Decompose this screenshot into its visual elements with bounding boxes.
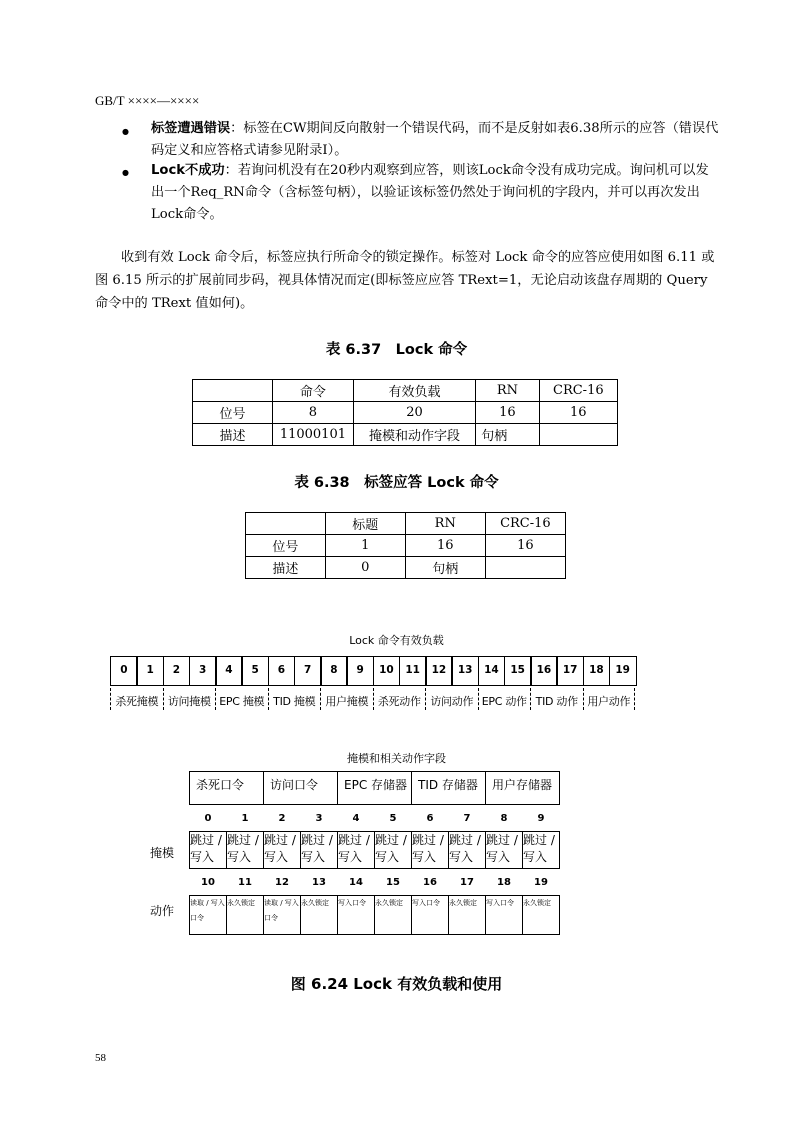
action-cell-row — [190, 896, 560, 935]
mask-bit-number: 7 — [463, 812, 471, 824]
mask-bit-number: 6 — [426, 812, 434, 824]
payload-segment-label: 访问动作 — [425, 688, 478, 710]
table-row — [193, 402, 618, 424]
mask-cell: 跳过 / 写入 — [375, 832, 412, 869]
payload-bit-cell: 11 — [399, 656, 427, 686]
mask-bit-number: 3 — [315, 812, 323, 824]
lock-command-table — [192, 379, 618, 446]
figure-caption: 图 6.24 Lock 有效负载和使用 — [290, 975, 503, 993]
mask-bit-number: 0 — [204, 812, 212, 824]
bullet-icon: ● — [122, 168, 129, 177]
table-cell: RN — [476, 380, 539, 402]
action-bit-number: 19 — [534, 876, 548, 888]
action-cell: 永久锁定 — [301, 896, 338, 935]
table-cell — [246, 513, 326, 535]
table-cell — [539, 424, 617, 446]
table-cell: 标题 — [325, 513, 405, 535]
action-bit-number: 18 — [497, 876, 511, 888]
mask-action-table — [189, 771, 560, 935]
payload-bit-cell: 9 — [346, 656, 374, 686]
action-cell: 写入口令 — [486, 896, 523, 935]
payload-segment-label: 杀死动作 — [373, 688, 426, 710]
action-cell: 读取 / 写入口令 — [264, 896, 301, 935]
mask-bit-number: 2 — [278, 812, 286, 824]
mask-row-label: 掩模 — [150, 846, 175, 860]
table-cell: RN — [405, 513, 485, 535]
table-cell: 8 — [273, 402, 354, 424]
payload-bit-cell: 16 — [530, 656, 558, 686]
action-cell: 读取 / 写入口令 — [190, 896, 227, 935]
payload-bit-cell: 17 — [556, 656, 584, 686]
table-cell: 11000101 — [273, 424, 354, 446]
bullet-1-colon: ： — [230, 121, 244, 136]
payload-bit-cell: 15 — [504, 656, 532, 686]
memory-group-header: EPC 存储器 — [338, 772, 412, 805]
action-bit-row — [190, 869, 560, 896]
table-cell: 16 — [539, 402, 617, 424]
bullet-icon: ● — [122, 127, 129, 136]
mask-cell: 跳过 / 写入 — [190, 832, 227, 869]
action-bit-number: 16 — [423, 876, 437, 888]
mask-bit-number: 5 — [389, 812, 397, 824]
table-cell: 描述 — [246, 557, 326, 579]
table-cell: CRC-16 — [539, 380, 617, 402]
action-row-label: 动作 — [150, 904, 175, 918]
payload-segment-label: EPC 掩模 — [215, 688, 268, 710]
mask-cell: 跳过 / 写入 — [523, 832, 560, 869]
mask-cell: 跳过 / 写入 — [449, 832, 486, 869]
action-cell: 永久锁定 — [375, 896, 412, 935]
mask-bit-row — [190, 805, 560, 832]
memory-group-header: 访问口令 — [264, 772, 338, 805]
body-paragraph: 收到有效 Lock 命令后，标签应执行所命令的锁定操作。标签对 Lock 命令的应答应使用如图 6.11 或图 6.15 所示的扩展前同步码，视具体情况而定(即标签应应答 TRext=1，无论启动该盘存周期的 Query 命令中的 TRext 值如何)。 — [95, 250, 715, 311]
table-row — [246, 557, 566, 579]
mask-bit-number: 1 — [241, 812, 249, 824]
table-cell: 16 — [485, 535, 565, 557]
payload-bit-cell: 13 — [451, 656, 479, 686]
payload-segment-label: TID 掩模 — [268, 688, 321, 710]
table-cell — [485, 557, 565, 579]
lock-reply-table — [245, 512, 566, 579]
table-cell — [193, 380, 273, 402]
payload-segment-label: EPC 动作 — [478, 688, 531, 710]
payload-segment-label: 访问掩模 — [163, 688, 216, 710]
table-6-38-caption: 表 6.38 标签应答 Lock 命令 — [294, 475, 499, 491]
table-cell: 16 — [476, 402, 539, 424]
table-cell: 句柄 — [476, 424, 539, 446]
mask-cell-row — [190, 832, 560, 869]
action-bit-number: 12 — [275, 876, 289, 888]
payload-bit-cell: 6 — [268, 656, 296, 686]
bullet-item-1 — [151, 118, 721, 162]
table-cell: 句柄 — [405, 557, 485, 579]
mask-bit-number: 9 — [537, 812, 545, 824]
memory-group-header: 杀死口令 — [190, 772, 264, 805]
action-bit-number: 11 — [238, 876, 252, 888]
memory-group-header: 用户存储器 — [486, 772, 560, 805]
table-cell: 0 — [325, 557, 405, 579]
table-row — [193, 424, 618, 446]
action-bit-number: 17 — [460, 876, 474, 888]
action-bit-number: 15 — [386, 876, 400, 888]
mask-cell: 跳过 / 写入 — [486, 832, 523, 869]
action-cell: 永久锁定 — [523, 896, 560, 935]
mask-cell: 跳过 / 写入 — [301, 832, 338, 869]
payload-segment-label: 杀死掩模 — [110, 688, 163, 710]
payload-bit-cell: 7 — [294, 656, 322, 686]
action-cell: 永久锁定 — [449, 896, 486, 935]
table-cell: 20 — [353, 402, 475, 424]
table-6-37-caption: 表 6.37 Lock 命令 — [325, 342, 468, 358]
mask-cell: 跳过 / 写入 — [338, 832, 375, 869]
table-cell: CRC-16 — [485, 513, 565, 535]
mask-bit-number: 8 — [500, 812, 508, 824]
payload-bit-cell: 10 — [373, 656, 401, 686]
bullet-item-2 — [151, 160, 721, 226]
table-cell: 1 — [325, 535, 405, 557]
payload-title: Lock 命令有效负载 — [349, 634, 444, 647]
payload-segment-label: 用户掩模 — [320, 688, 373, 710]
bullet-2-colon: ： — [224, 163, 238, 178]
group-header-row — [190, 772, 560, 805]
mask-action-title: 掩模和相关动作字段 — [347, 752, 446, 765]
memory-group-header: TID 存储器 — [412, 772, 486, 805]
payload-bit-cell: 0 — [110, 656, 138, 686]
payload-segment-label: 用户动作 — [583, 688, 636, 710]
table-row — [246, 535, 566, 557]
table-cell: 位号 — [193, 402, 273, 424]
table-cell: 有效负载 — [353, 380, 475, 402]
bullet-1-text: 标签在CW期间反向散射一个错误代码，而不是反射如表6.38所示的应答（错误代码定义和应答格式请参见附录I）。 — [151, 121, 719, 158]
payload-bit-cell: 19 — [609, 656, 637, 686]
payload-bit-cell: 3 — [189, 656, 217, 686]
bullet-2-text: 若询问机没有在20秒内观察到应答，则该Lock命令没有成功完成。询问机可以发出一个Req_RN命令（含标签句柄），以验证该标签仍然处于询问机的字段内，并可以再次发出Lock命令。 — [151, 163, 709, 222]
payload-bit-cell: 14 — [478, 656, 506, 686]
table-cell: 命令 — [273, 380, 354, 402]
table-cell: 位号 — [246, 535, 326, 557]
action-cell: 永久锁定 — [227, 896, 264, 935]
action-bit-number: 13 — [312, 876, 326, 888]
running-header: GB/T ××××—×××× — [95, 93, 200, 108]
bullet-2-title: Lock不成功 — [151, 163, 225, 178]
payload-bit-cell: 18 — [583, 656, 611, 686]
payload-bit-cell: 12 — [425, 656, 453, 686]
action-cell: 写入口令 — [338, 896, 375, 935]
action-bit-number: 10 — [201, 876, 215, 888]
mask-cell: 跳过 / 写入 — [227, 832, 264, 869]
payload-bit-cell: 1 — [136, 656, 164, 686]
mask-bit-number: 4 — [352, 812, 360, 824]
action-cell: 写入口令 — [412, 896, 449, 935]
mask-cell: 跳过 / 写入 — [264, 832, 301, 869]
payload-bit-cell: 2 — [163, 656, 191, 686]
table-cell: 16 — [405, 535, 485, 557]
table-cell: 掩模和动作字段 — [353, 424, 475, 446]
payload-bit-cell: 4 — [215, 656, 243, 686]
payload-segment-label: TID 动作 — [530, 688, 583, 710]
payload-bit-cell: 8 — [320, 656, 348, 686]
payload-bit-cell: 5 — [241, 656, 269, 686]
table-cell: 描述 — [193, 424, 273, 446]
bullet-1-title: 标签遭遇错误 — [151, 121, 231, 136]
page-number: 58 — [95, 1052, 106, 1064]
table-header-row — [246, 513, 566, 535]
action-bit-number: 14 — [349, 876, 363, 888]
mask-cell: 跳过 / 写入 — [412, 832, 449, 869]
table-header-row — [193, 380, 618, 402]
